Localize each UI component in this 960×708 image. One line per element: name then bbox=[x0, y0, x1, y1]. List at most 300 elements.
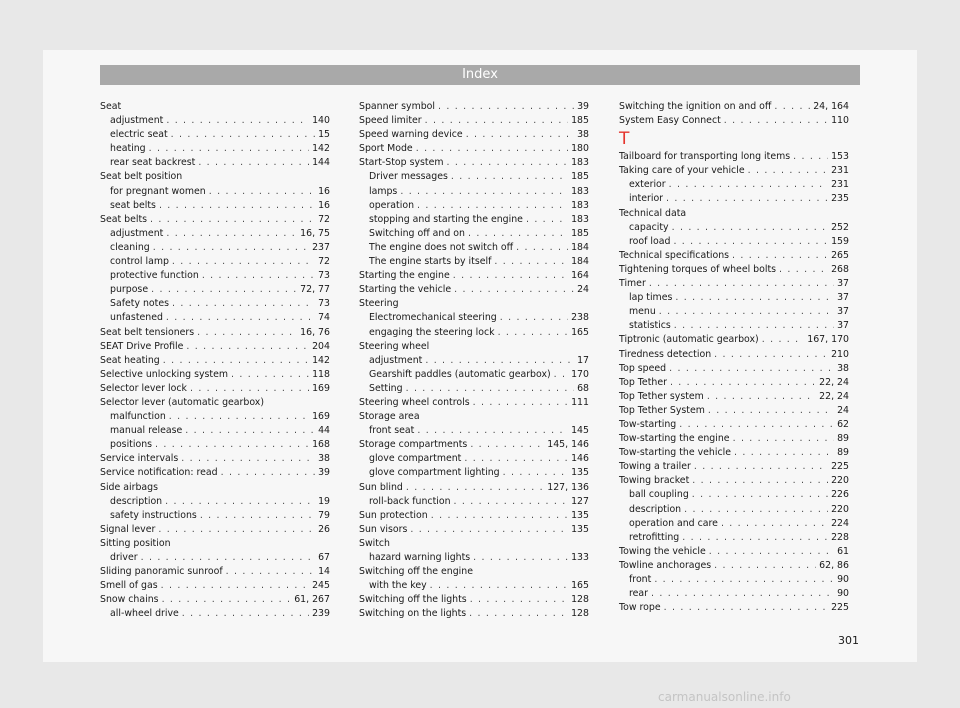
entry-term: stopping and starting the engine bbox=[369, 213, 523, 225]
index-subentry bbox=[100, 227, 330, 241]
index-entry bbox=[619, 100, 849, 114]
entry-term: Smell of gas bbox=[100, 580, 158, 592]
dot-leader bbox=[166, 311, 315, 325]
dot-leader bbox=[666, 192, 828, 206]
dot-leader bbox=[438, 100, 574, 114]
entry-term: Tow-starting the vehicle bbox=[619, 447, 731, 459]
entry-term: operation bbox=[369, 199, 415, 211]
entry-page-ref: 24 bbox=[837, 404, 849, 416]
dot-leader bbox=[150, 213, 315, 227]
entry-page-ref: 15 bbox=[318, 129, 330, 141]
entry-term: Selective unlocking system bbox=[100, 368, 228, 380]
index-subentry bbox=[100, 410, 330, 424]
entry-page-ref: 183 bbox=[571, 185, 589, 197]
entry-page-ref: 146 bbox=[571, 453, 589, 465]
page-title: Index bbox=[462, 67, 498, 82]
entry-page-ref: 183 bbox=[571, 199, 589, 211]
dot-leader bbox=[162, 593, 292, 607]
entry-page-ref: 140 bbox=[312, 115, 330, 127]
entry-term: Electromechanical steering bbox=[369, 312, 497, 324]
index-subentry bbox=[359, 185, 589, 199]
index-entry bbox=[100, 565, 330, 579]
index-subentry bbox=[100, 311, 330, 325]
dot-leader bbox=[709, 545, 834, 559]
dot-leader bbox=[473, 396, 568, 410]
entry-term: ball coupling bbox=[629, 489, 689, 501]
entry-page-ref: 24 bbox=[577, 284, 589, 296]
entry-page-ref: 225 bbox=[831, 602, 849, 614]
entry-page-ref: 128 bbox=[571, 594, 589, 606]
entry-term: statistics bbox=[629, 320, 671, 332]
index-subentry bbox=[619, 531, 849, 545]
dot-leader bbox=[425, 114, 568, 128]
dot-leader bbox=[714, 348, 828, 362]
entry-term: lamps bbox=[369, 185, 398, 197]
dot-leader bbox=[774, 100, 810, 114]
index-subentry bbox=[100, 495, 330, 509]
entry-term: front seat bbox=[369, 425, 415, 437]
dot-leader bbox=[468, 227, 568, 241]
dot-leader bbox=[182, 607, 309, 621]
entry-term: Speed limiter bbox=[359, 115, 422, 127]
entry-page-ref: 44 bbox=[318, 425, 330, 437]
index-subentry bbox=[619, 503, 849, 517]
index-entry bbox=[359, 593, 589, 607]
entry-page-ref: 142 bbox=[312, 354, 330, 366]
entry-term: unfastened bbox=[110, 312, 163, 324]
dot-leader bbox=[181, 452, 315, 466]
index-entry bbox=[359, 128, 589, 142]
index-subentry bbox=[359, 579, 589, 593]
entry-page-ref: 135 bbox=[571, 467, 589, 479]
index-subentry bbox=[100, 241, 330, 255]
entry-term: adjustment bbox=[110, 227, 164, 239]
entry-term: front bbox=[629, 574, 652, 585]
index-entry bbox=[359, 396, 589, 410]
index-entry bbox=[359, 156, 589, 170]
dot-leader bbox=[526, 213, 568, 227]
index-subentry bbox=[100, 607, 330, 621]
dot-leader bbox=[503, 466, 568, 480]
dot-leader bbox=[684, 503, 828, 517]
entry-page-ref: 184 bbox=[571, 241, 589, 253]
entry-term: electric seat bbox=[110, 129, 168, 141]
dot-leader bbox=[692, 474, 828, 488]
entry-term: Switching the ignition on and off bbox=[619, 101, 772, 112]
entry-term: Top speed bbox=[619, 362, 667, 374]
index-heading: Storage area bbox=[359, 411, 420, 423]
index-subentry bbox=[100, 199, 330, 213]
index-entry bbox=[359, 100, 589, 114]
index-entry bbox=[619, 362, 849, 376]
dot-leader bbox=[406, 481, 544, 495]
entry-term: for pregnant women bbox=[110, 185, 206, 197]
entry-term: roof load bbox=[629, 235, 671, 247]
entry-term: Technical specifications bbox=[619, 249, 730, 261]
entry-term: Snow chains bbox=[100, 594, 159, 606]
dot-leader bbox=[158, 523, 315, 537]
index-subentry bbox=[100, 424, 330, 438]
index-entry bbox=[619, 249, 849, 263]
index-subentry bbox=[100, 509, 330, 523]
index-subentry bbox=[359, 495, 589, 509]
entry-term: Speed warning device bbox=[359, 129, 463, 141]
index-heading: Side airbags bbox=[100, 481, 158, 493]
entry-term: Setting bbox=[369, 382, 403, 394]
index-entry bbox=[619, 164, 849, 178]
entry-page-ref: 19 bbox=[318, 495, 330, 507]
entry-term: Service intervals bbox=[100, 453, 179, 465]
dot-leader bbox=[473, 551, 568, 565]
entry-term: Tow-starting the engine bbox=[619, 433, 730, 445]
index-entry bbox=[100, 523, 330, 537]
dot-leader bbox=[171, 128, 315, 142]
entry-page-ref: 169 bbox=[312, 382, 330, 394]
entry-page-ref: 38 bbox=[837, 362, 849, 374]
dot-leader bbox=[733, 432, 834, 446]
dot-leader bbox=[651, 587, 834, 601]
entry-term: The engine does not switch off bbox=[369, 241, 514, 253]
entry-term: Service notification: read bbox=[100, 467, 218, 479]
entry-page-ref: 268 bbox=[831, 263, 849, 275]
entry-term: capacity bbox=[629, 221, 669, 233]
dot-leader bbox=[732, 249, 828, 263]
page-number: 301 bbox=[838, 634, 859, 647]
index-subentry bbox=[619, 221, 849, 235]
index-subentry bbox=[359, 424, 589, 438]
index-subentry bbox=[100, 551, 330, 565]
index-subentry bbox=[359, 368, 589, 382]
index-entry bbox=[619, 277, 849, 291]
entry-term: Top Tether System bbox=[619, 404, 705, 416]
index-entry bbox=[359, 523, 589, 537]
entry-page-ref: 89 bbox=[837, 447, 849, 459]
entry-term: with the key bbox=[369, 580, 427, 592]
entry-page-ref: 252 bbox=[831, 221, 849, 233]
entry-page-ref: 170 bbox=[571, 368, 589, 380]
dot-leader bbox=[692, 488, 828, 502]
dot-leader bbox=[202, 269, 315, 283]
entry-term: safety instructions bbox=[110, 509, 197, 521]
entry-page-ref: 237 bbox=[312, 241, 330, 253]
dot-leader bbox=[166, 227, 297, 241]
entry-page-ref: 73 bbox=[318, 298, 330, 310]
dot-leader bbox=[172, 297, 315, 311]
dot-leader bbox=[197, 326, 297, 340]
index-entry bbox=[619, 474, 849, 488]
entry-term: Top Tether system bbox=[619, 390, 704, 402]
index-subentry bbox=[100, 269, 330, 283]
entry-page-ref: 185 bbox=[571, 227, 589, 239]
dot-leader bbox=[793, 150, 828, 164]
entry-page-ref: 72 bbox=[318, 213, 330, 225]
entry-page-ref: 185 bbox=[571, 171, 589, 183]
index-entry bbox=[100, 382, 330, 396]
entry-page-ref: 165 bbox=[571, 580, 589, 592]
dot-leader bbox=[670, 376, 816, 390]
dot-leader bbox=[186, 340, 309, 354]
index-entry bbox=[619, 601, 849, 615]
index-subentry bbox=[359, 311, 589, 325]
index-subentry bbox=[619, 517, 849, 531]
index-heading: Seat bbox=[100, 101, 122, 112]
entry-term: adjustment bbox=[369, 354, 423, 366]
entry-page-ref: 22, 24 bbox=[819, 376, 849, 388]
entry-page-ref: 238 bbox=[571, 312, 589, 324]
index-subentry bbox=[619, 488, 849, 502]
entry-term: Tow-starting bbox=[619, 418, 677, 430]
entry-page-ref: 110 bbox=[831, 115, 849, 127]
entry-page-ref: 74 bbox=[318, 312, 330, 324]
dot-leader bbox=[231, 368, 309, 382]
index-subentry bbox=[100, 438, 330, 452]
entry-page-ref: 72 bbox=[318, 256, 330, 268]
index-subentry bbox=[619, 235, 849, 249]
dot-leader bbox=[554, 368, 568, 382]
entry-term: cleaning bbox=[110, 241, 150, 253]
dot-leader bbox=[169, 410, 309, 424]
index-entry bbox=[359, 114, 589, 128]
index-subentry bbox=[359, 452, 589, 466]
index-heading: Selector lever (automatic gearbox) bbox=[100, 396, 264, 408]
entry-page-ref: 61, 267 bbox=[294, 594, 330, 606]
entry-page-ref: 37 bbox=[837, 292, 849, 304]
entry-page-ref: 16, 76 bbox=[300, 326, 330, 338]
dot-leader bbox=[679, 418, 834, 432]
dot-leader bbox=[454, 495, 569, 509]
entry-page-ref: 133 bbox=[571, 552, 589, 563]
entry-term: Taking care of your vehicle bbox=[619, 165, 745, 177]
dot-leader bbox=[416, 142, 568, 156]
entry-page-ref: 135 bbox=[571, 523, 589, 535]
entry-term: Spanner symbol bbox=[359, 101, 435, 112]
entry-term: Tiredness detection bbox=[619, 348, 712, 360]
dot-leader bbox=[153, 241, 309, 255]
dot-leader bbox=[762, 333, 805, 347]
watermark-text: carmanualsonline.info bbox=[658, 690, 791, 704]
entry-term: purpose bbox=[110, 284, 149, 296]
dot-leader bbox=[209, 185, 315, 199]
entry-page-ref: 37 bbox=[837, 320, 849, 332]
index-entry bbox=[100, 213, 330, 227]
index-heading: Seat belt position bbox=[100, 171, 183, 183]
dot-leader bbox=[417, 199, 568, 213]
dot-leader bbox=[470, 438, 544, 452]
entry-term: Seat heating bbox=[100, 354, 160, 366]
dot-leader bbox=[410, 523, 568, 537]
index-subentry bbox=[619, 178, 849, 192]
dot-leader bbox=[163, 354, 309, 368]
dot-leader bbox=[714, 559, 816, 573]
dot-leader bbox=[494, 255, 568, 269]
index-entry bbox=[619, 376, 849, 390]
entry-term: Towline anchorages bbox=[619, 559, 712, 571]
index-entry bbox=[619, 559, 849, 573]
entry-term: Seat belt tensioners bbox=[100, 326, 195, 338]
dot-leader bbox=[674, 319, 834, 333]
dot-leader bbox=[430, 579, 568, 593]
entry-page-ref: 37 bbox=[837, 278, 849, 290]
index-subentry bbox=[359, 354, 589, 368]
entry-term: Storage compartments bbox=[359, 439, 468, 451]
dot-leader bbox=[694, 460, 828, 474]
entry-page-ref: 90 bbox=[837, 588, 849, 600]
index-entry bbox=[359, 269, 589, 283]
entry-term: driver bbox=[110, 552, 138, 563]
dot-leader bbox=[779, 263, 828, 277]
entry-term: Seat belts bbox=[100, 213, 148, 225]
entry-page-ref: 16 bbox=[318, 199, 330, 211]
entry-term: Sport Mode bbox=[359, 143, 413, 155]
entry-page-ref: 183 bbox=[571, 157, 589, 169]
entry-term: glove compartment bbox=[369, 453, 462, 465]
entry-page-ref: 62, 86 bbox=[819, 559, 849, 571]
entry-term: Safety notes bbox=[110, 298, 169, 310]
entry-page-ref: 16 bbox=[318, 185, 330, 197]
index-entry bbox=[619, 348, 849, 362]
entry-page-ref: 168 bbox=[312, 439, 330, 451]
dot-leader bbox=[200, 509, 315, 523]
entry-term: Switching on the lights bbox=[359, 608, 467, 620]
entry-page-ref: 16, 75 bbox=[300, 227, 330, 239]
dot-leader bbox=[151, 283, 297, 297]
dot-leader bbox=[675, 291, 834, 305]
entry-page-ref: 239 bbox=[312, 608, 330, 620]
index-subentry bbox=[619, 291, 849, 305]
dot-leader bbox=[682, 531, 828, 545]
dot-leader bbox=[453, 269, 568, 283]
entry-page-ref: 180 bbox=[571, 143, 589, 155]
entry-page-ref: 159 bbox=[831, 235, 849, 247]
dot-leader bbox=[748, 164, 829, 178]
entry-term: description bbox=[110, 495, 163, 507]
entry-page-ref: 204 bbox=[312, 340, 330, 352]
index-entry bbox=[619, 545, 849, 559]
entry-page-ref: 145 bbox=[571, 425, 589, 437]
index-entry bbox=[359, 607, 589, 621]
entry-page-ref: 24, 164 bbox=[813, 101, 849, 112]
dot-leader bbox=[659, 305, 834, 319]
dot-leader bbox=[400, 185, 568, 199]
entry-page-ref: 231 bbox=[831, 165, 849, 177]
entry-page-ref: 153 bbox=[831, 151, 849, 163]
index-entry bbox=[619, 460, 849, 474]
entry-term: rear bbox=[629, 588, 649, 600]
dot-leader bbox=[466, 128, 574, 142]
entry-page-ref: 220 bbox=[831, 503, 849, 515]
entry-page-ref: 128 bbox=[571, 608, 589, 620]
index-subentry bbox=[359, 199, 589, 213]
index-entry bbox=[100, 354, 330, 368]
index-subentry bbox=[100, 297, 330, 311]
index-entry bbox=[359, 509, 589, 523]
dot-leader bbox=[470, 593, 568, 607]
entry-term: Towing the vehicle bbox=[619, 545, 706, 557]
index-subentry bbox=[100, 156, 330, 170]
entry-page-ref: 62 bbox=[837, 418, 849, 430]
index-subentry bbox=[359, 227, 589, 241]
dot-leader bbox=[669, 362, 834, 376]
index-entry bbox=[359, 481, 589, 495]
entry-page-ref: 144 bbox=[312, 157, 330, 169]
index-entry bbox=[619, 432, 849, 446]
index-subentry bbox=[100, 255, 330, 269]
index-subentry bbox=[359, 241, 589, 255]
dot-leader bbox=[649, 277, 834, 291]
entry-page-ref: 228 bbox=[831, 531, 849, 543]
entry-term: Tailboard for transporting long items bbox=[619, 151, 791, 163]
entry-term: Driver messages bbox=[369, 171, 448, 183]
dot-leader bbox=[498, 326, 569, 340]
entry-page-ref: 90 bbox=[837, 574, 849, 585]
index-subentry bbox=[359, 466, 589, 480]
entry-page-ref: 145, 146 bbox=[547, 439, 589, 451]
entry-page-ref: 39 bbox=[577, 101, 589, 112]
index-entry bbox=[100, 452, 330, 466]
dot-leader bbox=[155, 438, 309, 452]
entry-page-ref: 39 bbox=[318, 467, 330, 479]
index-column-3 bbox=[619, 100, 849, 615]
entry-page-ref: 17 bbox=[577, 354, 589, 366]
index-entry bbox=[619, 390, 849, 404]
dot-leader bbox=[724, 114, 828, 128]
page-header bbox=[100, 65, 860, 85]
index-subentry bbox=[619, 319, 849, 333]
index-column-2 bbox=[359, 100, 589, 621]
index-subentry bbox=[359, 255, 589, 269]
entry-term: roll-back function bbox=[369, 495, 451, 507]
entry-page-ref: 14 bbox=[318, 566, 330, 578]
index-entry bbox=[100, 593, 330, 607]
index-heading: Switch bbox=[359, 537, 390, 549]
dot-leader bbox=[185, 424, 315, 438]
entry-page-ref: 22, 24 bbox=[819, 390, 849, 402]
entry-term: lap times bbox=[629, 292, 673, 304]
dot-leader bbox=[454, 283, 574, 297]
index-subentry bbox=[619, 192, 849, 206]
dot-leader bbox=[654, 573, 834, 587]
entry-page-ref: 210 bbox=[831, 348, 849, 360]
dot-leader bbox=[669, 178, 828, 192]
entry-page-ref: 225 bbox=[831, 461, 849, 473]
index-subentry bbox=[100, 185, 330, 199]
dot-leader bbox=[221, 466, 315, 480]
entry-term: Signal lever bbox=[100, 523, 156, 535]
entry-term: Towing bracket bbox=[619, 475, 690, 487]
entry-page-ref: 167, 170 bbox=[807, 334, 849, 346]
entry-page-ref: 61 bbox=[837, 545, 849, 557]
entry-page-ref: 169 bbox=[312, 411, 330, 423]
dot-leader bbox=[664, 601, 828, 615]
entry-page-ref: 135 bbox=[571, 509, 589, 521]
dot-leader bbox=[198, 156, 309, 170]
index-entry bbox=[100, 340, 330, 354]
entry-term: Switching off the lights bbox=[359, 594, 467, 606]
entry-page-ref: 224 bbox=[831, 517, 849, 529]
index-entry bbox=[100, 326, 330, 340]
entry-term: Starting the vehicle bbox=[359, 284, 452, 296]
entry-term: glove compartment lighting bbox=[369, 467, 500, 479]
index-column-1 bbox=[100, 100, 330, 621]
entry-term: protective function bbox=[110, 270, 199, 282]
index-entry bbox=[619, 150, 849, 164]
entry-term: Sun visors bbox=[359, 523, 408, 535]
entry-term: malfunction bbox=[110, 411, 166, 423]
index-entry bbox=[359, 142, 589, 156]
entry-term: manual release bbox=[110, 425, 183, 437]
entry-page-ref: 164 bbox=[571, 270, 589, 282]
entry-term: Selector lever lock bbox=[100, 382, 187, 394]
